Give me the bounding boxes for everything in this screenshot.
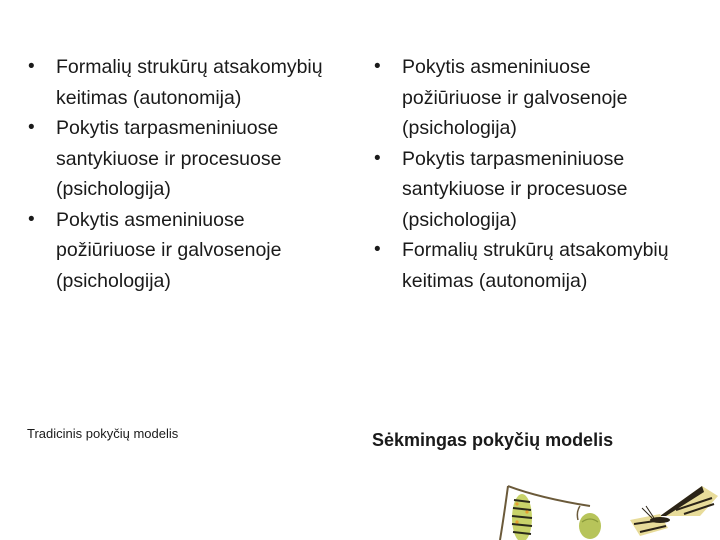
list-item: • Pokytis tarpasmeniniuose santykiuose ir procesuose (psichologija) bbox=[370, 144, 680, 236]
chrysalis-icon bbox=[577, 506, 601, 539]
list-item: • Pokytis tarpasmeniniuose santykiuose ir procesuose (psichologija) bbox=[24, 113, 324, 205]
caterpillar-icon bbox=[512, 494, 532, 540]
bullet-icon: • bbox=[28, 208, 35, 230]
list-item: • Pokytis asmeniniuose požiūriuose ir galvosenoje (psichologija) bbox=[24, 205, 324, 297]
bullet-icon: • bbox=[28, 56, 35, 77]
successful-model-list bbox=[370, 52, 680, 296]
list-item: • Pokytis asmeniniuose požiūriuose ir galvosenoje (psichologija) bbox=[370, 52, 680, 144]
bullet-icon: • bbox=[374, 147, 381, 169]
traditional-model-column bbox=[24, 52, 324, 296]
list-item: • Formalių strukūrų atsakomybių keitimas (autonomija) bbox=[370, 235, 680, 296]
list-item: • Formalių strukūrų atsakomybių keitimas (autonomija) bbox=[24, 52, 324, 113]
metamorphosis-illustration bbox=[490, 476, 720, 540]
bullet-icon: • bbox=[28, 117, 35, 138]
bullet-icon: • bbox=[374, 239, 381, 260]
butterfly-icon bbox=[630, 486, 718, 536]
successful-model-column bbox=[370, 52, 680, 296]
traditional-model-list bbox=[24, 52, 324, 296]
bullet-icon: • bbox=[374, 56, 381, 77]
successful-model-caption: Sėkmingas pokyčių modelis bbox=[372, 430, 614, 450]
traditional-model-caption: Tradicinis pokyčių modelis bbox=[27, 426, 179, 441]
